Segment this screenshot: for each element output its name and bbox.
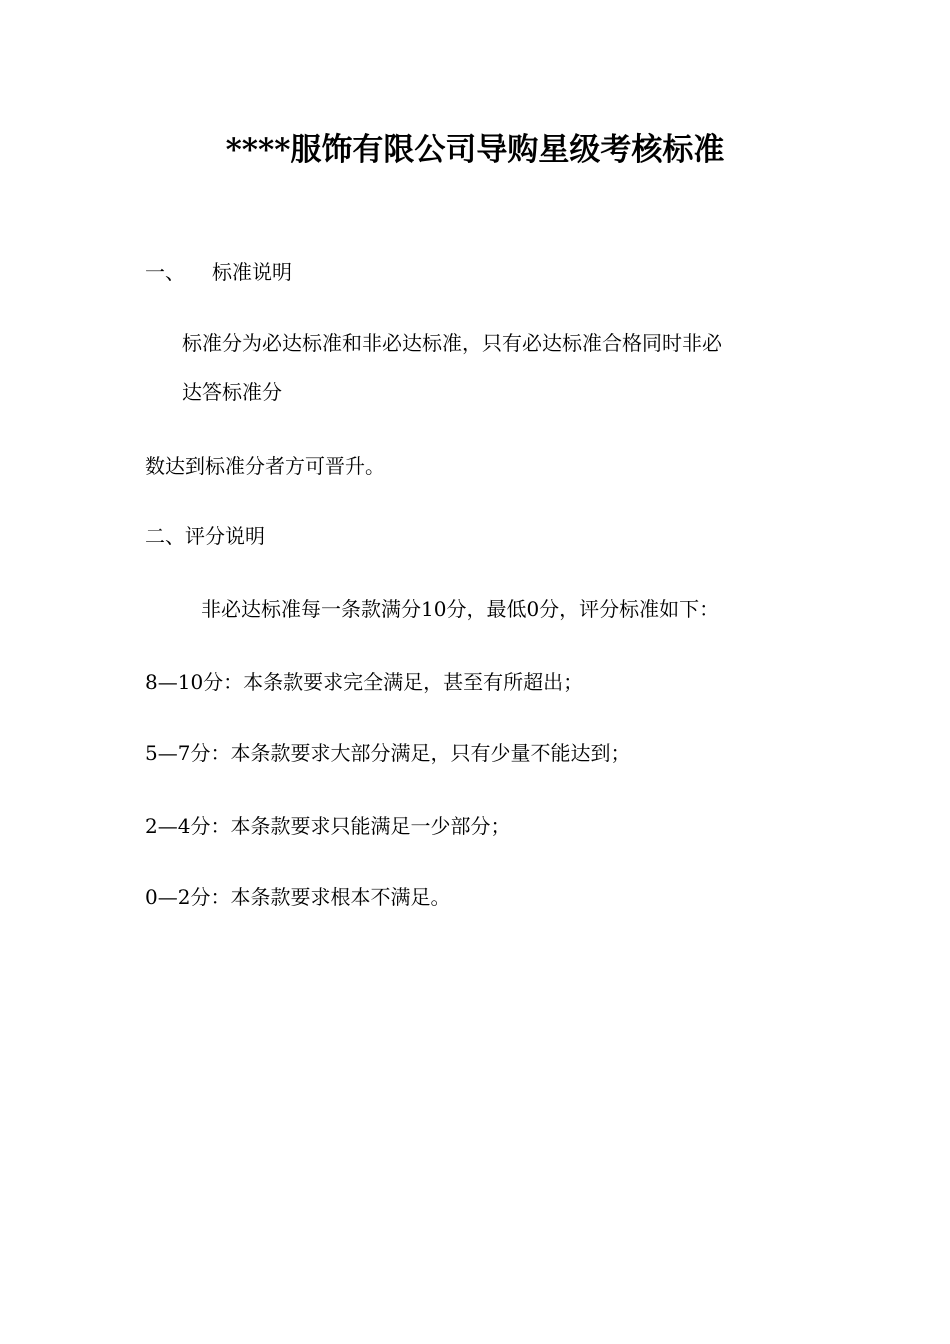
section1-paragraph-line2: 达答标准分 [182, 380, 282, 404]
score-rule-item: 0—2分：本条款要求根本不满足。 [145, 885, 451, 909]
section1-number: 一、 [145, 260, 185, 284]
section2-heading: 二、评分说明 [145, 524, 265, 548]
score-rule-item: 8—10分：本条款要求完全满足，甚至有所超出； [145, 670, 584, 694]
score-rule-item: 5—7分：本条款要求大部分满足，只有少量不能达到； [145, 741, 631, 765]
section1-heading: 标准说明 [212, 260, 292, 284]
section1-paragraph-line3: 数达到标准分者方可晋升。 [145, 454, 385, 478]
document-title: ****服饰有限公司导购星级考核标准 [225, 132, 725, 168]
section1-paragraph-line1: 标准分为必达标准和非必达标准，只有必达标准合格同时非必 [182, 331, 722, 355]
score-rule-item: 2—4分：本条款要求只能满足一少部分； [145, 814, 511, 838]
section2-intro: 非必达标准每一条款满分10分，最低0分，评分标准如下： [201, 597, 720, 621]
